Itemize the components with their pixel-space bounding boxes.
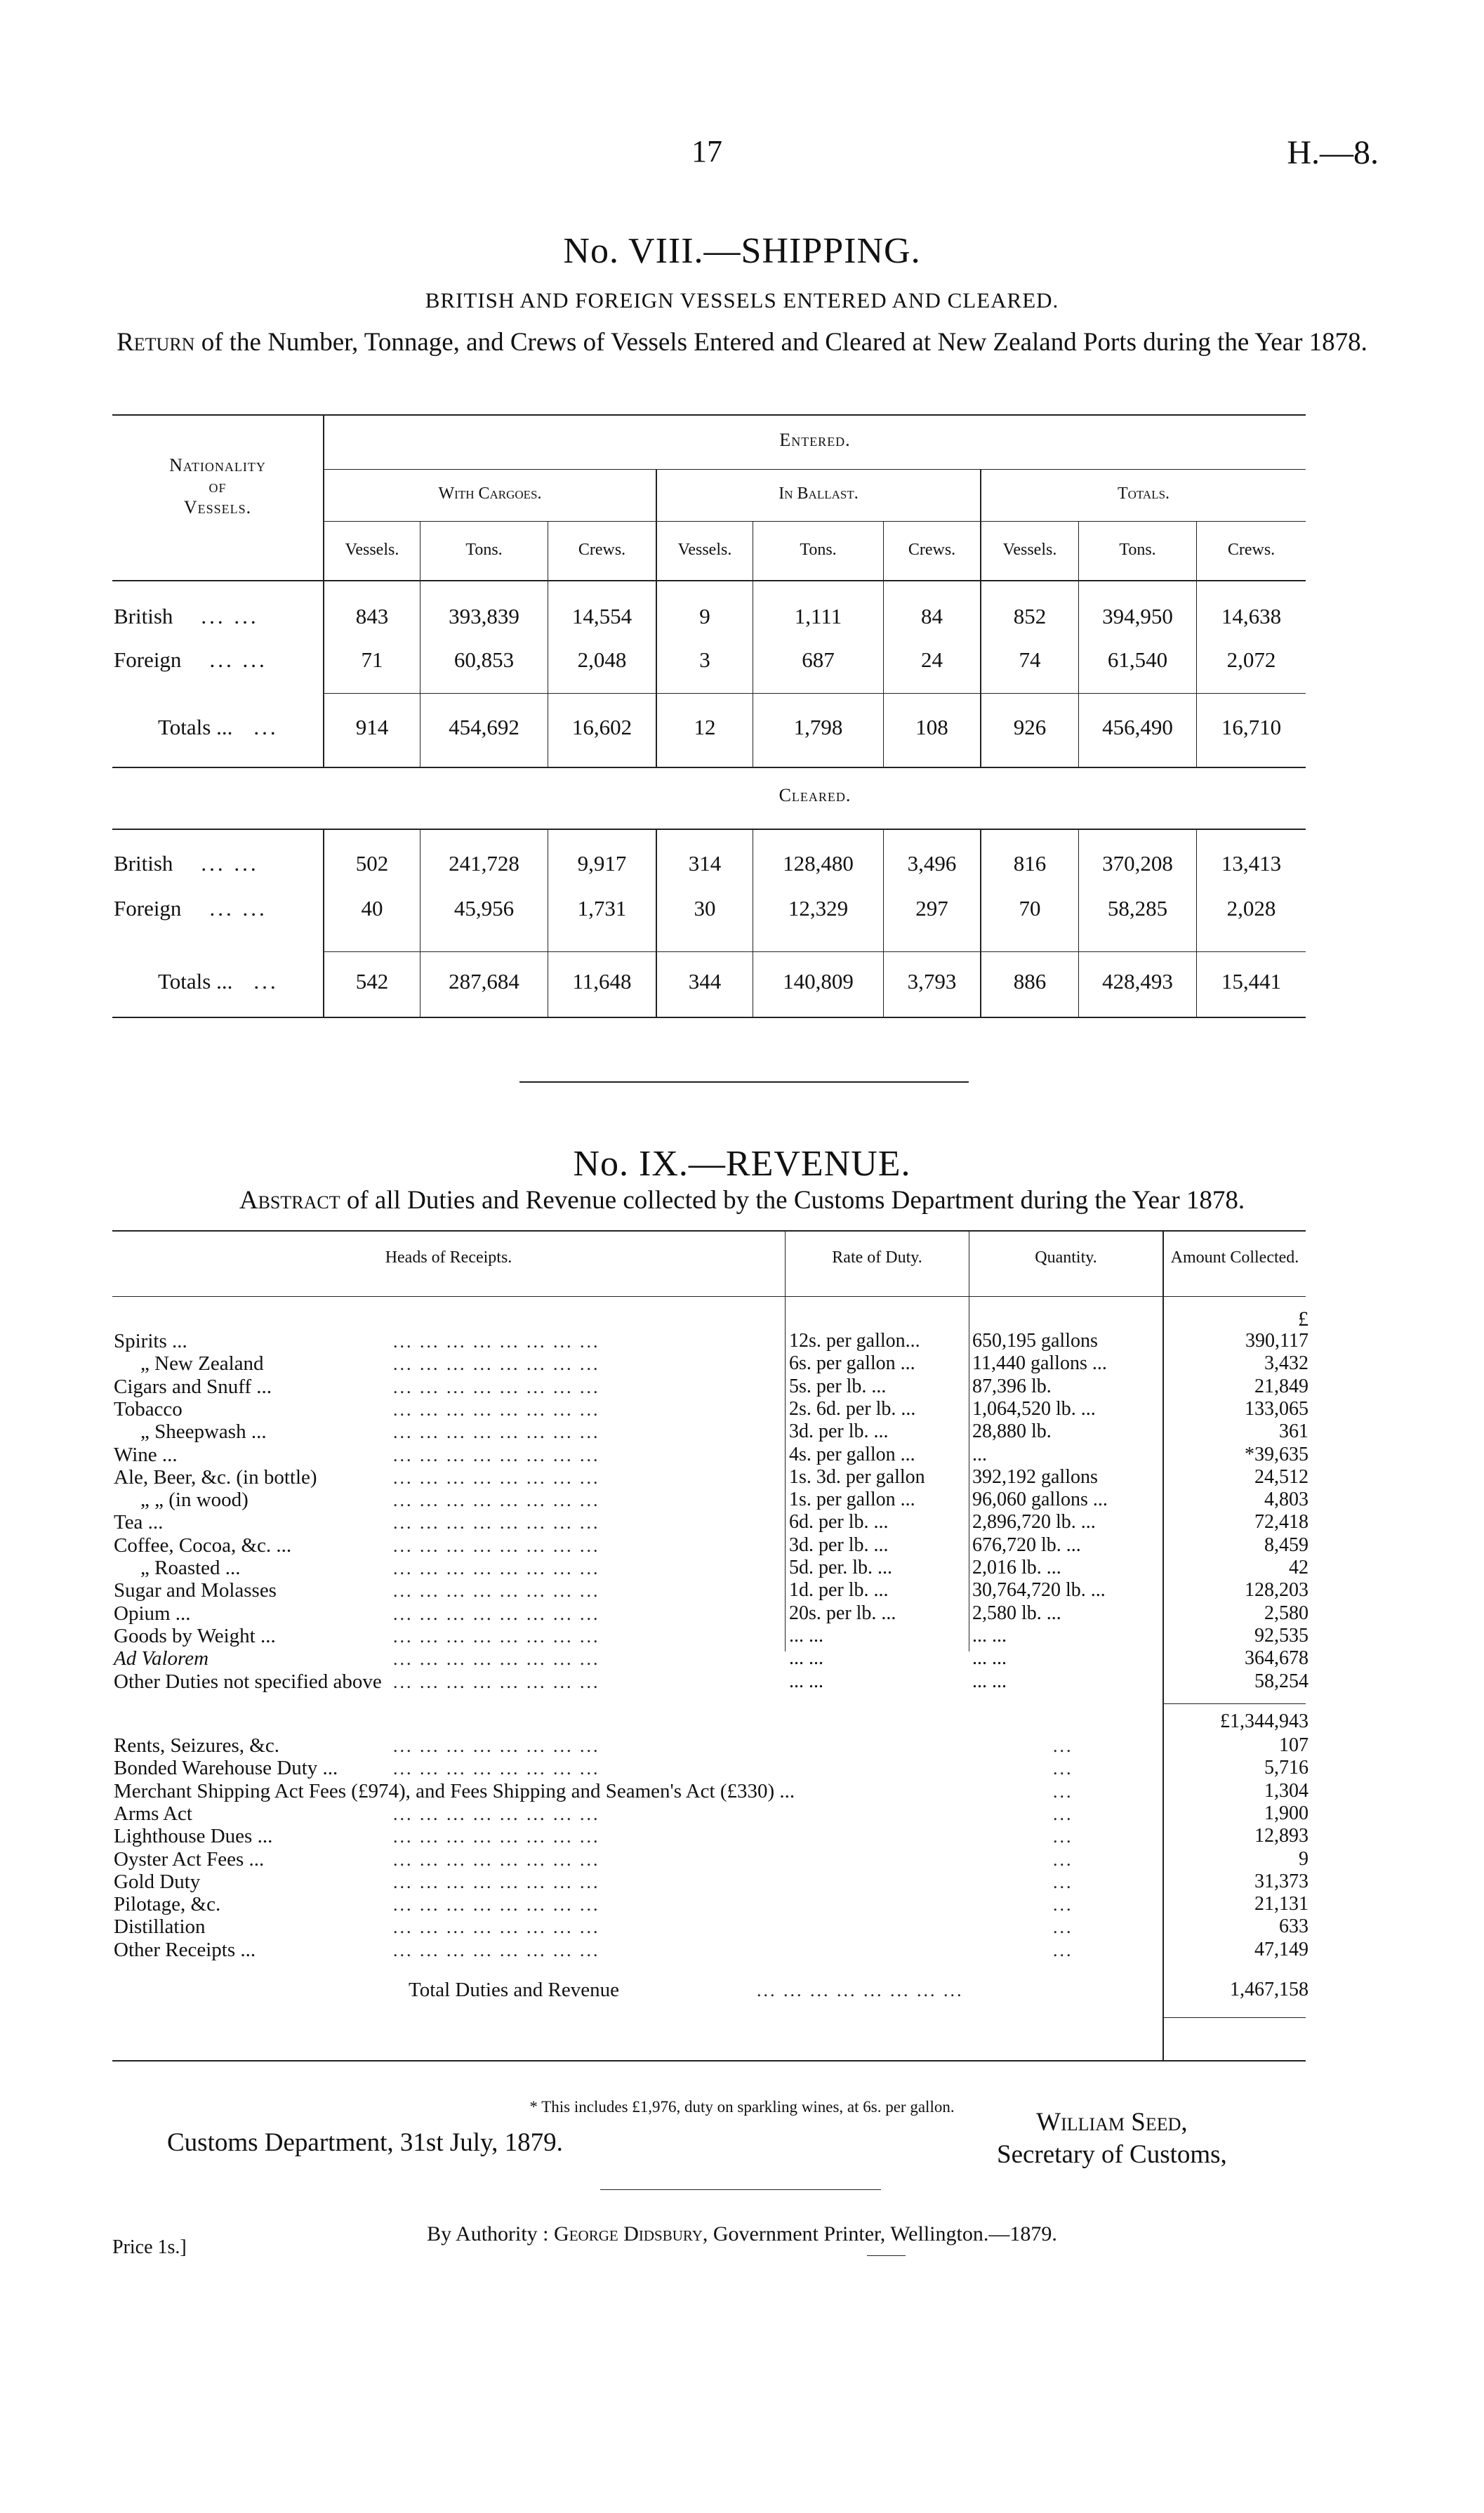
receipt-qty-dots: ... [1053,1826,1073,1847]
duty-quantity: ... ... [972,1647,1007,1669]
shipping-title: No. VIII.—SHIPPING. [563,231,921,271]
shipping-subtitle: BRITISH AND FOREIGN VESSELS ENTERED AND CLEARED. [425,288,1059,312]
duty-label: „ „ (in wood) [140,1489,249,1511]
col-tons-ballast: Tons. [800,541,837,559]
duty-leader-dots: ... ... ... ... ... ... ... ... [393,1672,600,1692]
section-divider [519,1081,969,1083]
nationality-header-line-2: of [208,476,227,496]
duty-quantity: 28,880 lb. [972,1420,1052,1442]
duty-rate: ... ... [789,1647,823,1669]
duty-quantity: 2,016 lb. ... [972,1557,1061,1578]
printer-name: George Didsbury, [554,2222,708,2245]
cleared-british-tons-cargo: 241,728 [449,851,519,876]
entered-british-vessels-ballast: 9 [699,604,710,628]
duty-rate: 6s. per gallon ... [789,1352,915,1374]
duty-quantity: 392,192 gallons [972,1466,1098,1488]
group-in-ballast: In Ballast. [779,484,859,503]
receipt-leader-dots: ... ... ... ... ... ... ... ... [393,1758,600,1779]
cleared-foreign-crews-ballast: 297 [915,896,948,921]
entered-british-crews-ballast: 84 [921,604,943,628]
duty-amount: 72,418 [1254,1511,1309,1533]
cleared-british-tons-totals: 370,208 [1102,851,1173,876]
cleared-foreign-tons-ballast: 12,329 [788,896,849,921]
cleared-foreign-vessels-ballast: 30 [694,896,716,921]
duty-quantity: 2,580 lb. ... [972,1602,1061,1624]
col-vessels-totals: Vessels. [1002,541,1057,559]
entered-foreign-crews-totals: 2,072 [1226,647,1276,672]
authority-suffix: Government Printer, Wellington.—1879. [713,2222,1057,2245]
cleared-totals-tons-cargo: 287,684 [449,969,519,994]
entered-british-crews-cargo: 14,554 [571,604,632,628]
entered-header: Entered. [779,430,851,450]
cleared-british-crews-ballast: 3,496 [907,851,957,876]
duty-amount: 2,580 [1264,1602,1309,1624]
receipt-leader-dots: ... ... ... ... ... ... ... ... [393,1826,600,1847]
receipt-label: Pilotage, &c. [114,1893,221,1915]
duty-leader-dots: ... ... ... ... ... ... ... ... [393,1536,600,1556]
duty-label: Sugar and Molasses [114,1579,277,1602]
cleared-totals-vessels-ballast: 344 [688,969,722,994]
duty-amount: 42 [1289,1557,1309,1578]
cleared-foreign-vessels-totals: 70 [1019,896,1041,921]
duty-amount: 3,432 [1264,1352,1309,1374]
nationality-header-line-1: Nationality [169,455,266,475]
entered-totals-crews-totals: 16,710 [1221,715,1282,739]
col-vessels-ballast: Vessels. [677,541,732,559]
receipt-label: Rents, Seizures, &c. [114,1734,279,1757]
signature-block [997,2106,1227,2171]
entered-totals-vessels-cargo: 914 [355,715,389,739]
cleared-foreign-crews-cargo: 1,731 [577,896,627,921]
cleared-totals-tons-totals: 428,493 [1102,969,1173,994]
cleared-british-vessels-cargo: 502 [355,851,389,876]
entered-british-tons-ballast: 1,111 [794,604,842,628]
duty-amount: 133,065 [1245,1398,1309,1420]
receipt-qty-dots: ... [1053,1894,1073,1915]
entered-foreign-vessels-totals: 74 [1019,647,1041,672]
col-crews-cargo: Crews. [578,541,626,559]
receipt-label: Merchant Shipping Act Fees (£974), and Fees Shipping and Seamen's Act (£330) ... [114,1780,795,1802]
duty-leader-dots: ... ... ... ... ... ... ... ... [393,1422,600,1442]
receipt-label: Lighthouse Dues ... [114,1825,273,1847]
receipt-amount: 12,893 [1254,1825,1309,1847]
header-rate-of-duty: Rate of Duty. [832,1248,922,1267]
receipt-leader-dots: ... ... ... ... ... ... ... ... [393,1804,600,1824]
cleared-british-vessels-ballast: 314 [688,851,722,876]
receipt-qty-dots: ... [1053,1736,1073,1756]
group-totals: Totals. [1117,484,1170,503]
receipt-qty-dots: ... [1053,1758,1073,1779]
col-tons-totals: Tons. [1119,541,1156,559]
col-crews-totals: Crews. [1227,541,1276,559]
receipt-qty-dots: ... [1053,1849,1073,1870]
cleared-totals-crews-totals: 15,441 [1221,969,1282,994]
authority-prefix: By Authority : [427,2222,549,2245]
duty-leader-dots: ... ... ... ... ... ... ... ... [393,1331,600,1352]
duty-quantity: 650,195 gallons [972,1330,1098,1352]
duty-quantity: 11,440 gallons ... [972,1352,1107,1374]
cleared-totals-crews-ballast: 3,793 [907,969,957,994]
nationality-header [112,455,323,518]
cleared-row-label-totals: Totals ... ... [158,969,279,994]
currency-symbol: £ [1298,1307,1309,1331]
receipt-amount: 1,304 [1264,1780,1309,1802]
footer-divider [600,2189,881,2190]
duty-rate: 1s. 3d. per gallon [789,1466,925,1488]
duty-leader-dots: ... ... ... ... ... ... ... ... [393,1490,600,1510]
duty-amount: 390,117 [1245,1330,1309,1352]
entered-british-tons-totals: 394,950 [1102,604,1173,628]
signer-title: Secretary of Customs, [997,2140,1227,2169]
entered-foreign-tons-totals: 61,540 [1107,647,1168,672]
group-with-cargoes: With Cargoes. [438,484,542,503]
duty-label: Ad Valorem [114,1647,209,1670]
header-quantity: Quantity. [1035,1248,1097,1267]
receipt-leader-dots: ... ... ... ... ... ... ... ... [393,1849,600,1870]
duty-label: Tobacco [114,1398,183,1420]
cleared-foreign-tons-cargo: 45,956 [453,896,515,921]
duty-rate: ... ... [789,1670,823,1692]
duty-leader-dots: ... ... ... ... ... ... ... ... [393,1512,600,1533]
entered-british-vessels-totals: 852 [1013,604,1047,628]
cleared-totals-vessels-totals: 886 [1013,969,1047,994]
entered-totals-crews-cargo: 16,602 [571,715,632,739]
entered-foreign-crews-ballast: 24 [921,647,943,672]
duty-rate: 12s. per gallon... [789,1330,920,1352]
total-label: Total Duties and Revenue [409,1979,619,2001]
cleared-totals-vessels-cargo: 542 [355,969,389,994]
header-heads-of-receipts: Heads of Receipts. [385,1248,512,1267]
shipping-return-description [112,327,1372,358]
revenue-abstract [112,1185,1372,1215]
entered-row-label-totals: Totals ... ... [158,715,279,739]
duty-quantity: ... ... [972,1625,1007,1647]
receipt-amount: 1,900 [1264,1802,1309,1824]
entered-foreign-tons-ballast: 687 [802,647,835,672]
entered-totals-tons-cargo: 454,692 [449,715,519,739]
entered-british-vessels-cargo: 843 [355,604,389,628]
cleared-british-vessels-totals: 816 [1013,851,1047,876]
duty-quantity: 96,060 gallons ... [972,1489,1108,1510]
nationality-header-line-3: Vessels. [183,497,252,517]
cleared-foreign-vessels-cargo: 40 [361,896,383,921]
cleared-row-label-british: British ... ... [114,851,259,876]
duty-quantity: ... [972,1444,987,1465]
duty-label: Spirits ... [114,1330,187,1352]
receipt-amount: 107 [1279,1734,1309,1756]
duty-label: „ Sheepwash ... [140,1420,267,1443]
duty-label: Wine ... [114,1444,178,1466]
total-amount: 1,467,158 [1230,1979,1309,2000]
entered-totals-tons-ballast: 1,798 [793,715,843,739]
receipt-amount: 31,373 [1254,1871,1309,1892]
receipt-qty-dots: ... [1053,1872,1073,1892]
entered-foreign-vessels-cargo: 71 [361,647,383,672]
price: Price 1s.] [112,2236,187,2258]
duty-amount: 92,535 [1254,1625,1309,1647]
receipt-amount: 9 [1299,1848,1309,1870]
duty-amount: 8,459 [1264,1534,1309,1556]
entered-foreign-vessels-ballast: 3 [699,647,710,672]
total-dots: ... ... ... ... ... ... ... ... [757,1980,964,2000]
duty-label: Goods by Weight ... [114,1625,276,1647]
duty-quantity: 2,896,720 lb. ... [972,1511,1096,1533]
entered-british-tons-cargo: 393,839 [449,604,519,628]
duty-leader-dots: ... ... ... ... ... ... ... ... [393,1377,600,1397]
duty-label: „ New Zealand [140,1352,264,1375]
duty-quantity: 1,064,520 lb. ... [972,1398,1096,1420]
receipt-label: Oyster Act Fees ... [114,1848,265,1871]
duty-leader-dots: ... ... ... ... ... ... ... ... [393,1626,600,1647]
cleared-totals-crews-cargo: 11,648 [572,969,632,994]
receipt-leader-dots: ... ... ... ... ... ... ... ... [393,1872,600,1892]
receipt-leader-dots: ... ... ... ... ... ... ... ... [393,1940,600,1960]
col-crews-ballast: Crews. [908,541,956,559]
entered-row-label-foreign: Foreign ... ... [114,647,267,672]
receipt-label: Bonded Warehouse Duty ... [114,1757,338,1779]
revenue-title: No. IX.—REVENUE. [573,1144,911,1184]
duty-amount: 21,849 [1254,1376,1309,1397]
duty-leader-dots: ... ... ... ... ... ... ... ... [393,1604,600,1624]
duty-rate: 2s. 6d. per lb. ... [789,1398,916,1420]
col-tons-cargo: Tons. [465,541,503,559]
duty-rate: 3d. per lb. ... [789,1534,889,1556]
entered-totals-tons-totals: 456,490 [1102,715,1173,739]
entered-british-crews-totals: 14,638 [1221,604,1282,628]
duty-rate: 5s. per lb. ... [789,1376,887,1397]
duty-rate: 5d. per. lb. ... [789,1557,892,1578]
duty-quantity: 30,764,720 lb. ... [972,1579,1106,1601]
duty-leader-dots: ... ... ... ... ... ... ... ... [393,1649,600,1669]
duty-label: Opium ... [114,1602,191,1625]
entered-row-label-british: British ... ... [114,604,259,628]
duty-rate: 3d. per lb. ... [789,1420,889,1442]
duty-amount: 361 [1279,1420,1309,1442]
subtotal-amount: £1,344,943 [1220,1710,1309,1732]
receipt-leader-dots: ... ... ... ... ... ... ... ... [393,1917,600,1937]
return-word: Return [117,328,195,357]
footnote: * This includes £1,976, duty on sparkling wines, at 6s. per gallon. [529,2098,955,2116]
cleared-foreign-tons-totals: 58,285 [1107,896,1168,921]
duty-rate: 20s. per lb. ... [789,1602,896,1624]
page-number: 17 [691,134,722,169]
duty-label: Ale, Beer, &c. (in bottle) [114,1466,317,1489]
duty-label: Cigars and Snuff ... [114,1376,272,1398]
duty-leader-dots: ... ... ... ... ... ... ... ... [393,1354,600,1374]
duty-rate: 6d. per lb. ... [789,1511,889,1533]
entered-totals-crews-ballast: 108 [915,715,948,739]
duty-label: „ Roasted ... [140,1557,241,1579]
receipt-amount: 633 [1279,1915,1309,1937]
duty-rate: 1s. per gallon ... [789,1489,915,1510]
duty-leader-dots: ... ... ... ... ... ... ... ... [393,1581,600,1601]
duty-rate: 1d. per lb. ... [789,1579,889,1601]
abstract-text: of all Duties and Revenue collected by the Customs Department during the Year 1878. [346,1186,1245,1215]
duty-amount: 4,803 [1264,1489,1309,1510]
entered-foreign-tons-cargo: 60,853 [453,647,515,672]
duty-rate: 4s. per gallon ... [789,1444,915,1465]
duty-amount: 364,678 [1245,1647,1309,1669]
receipt-label: Arms Act [114,1802,192,1825]
receipt-leader-dots: ... ... ... ... ... ... ... ... [393,1736,600,1756]
col-vessels-cargo: Vessels. [345,541,399,559]
receipt-amount: 21,131 [1254,1893,1309,1915]
duty-amount: *39,635 [1245,1444,1309,1465]
duty-quantity: 87,396 lb. [972,1376,1052,1397]
duty-leader-dots: ... ... ... ... ... ... ... ... [393,1467,600,1488]
duty-label: Tea ... [114,1511,164,1533]
cleared-row-label-foreign: Foreign ... ... [114,896,267,921]
cleared-header: Cleared. [779,785,852,805]
duty-leader-dots: ... ... ... ... ... ... ... ... [393,1445,600,1465]
document-reference: H.—8. [1287,134,1379,171]
duty-leader-dots: ... ... ... ... ... ... ... ... [393,1558,600,1578]
duty-leader-dots: ... ... ... ... ... ... ... ... [393,1399,600,1420]
duty-quantity: ... ... [972,1670,1007,1692]
cleared-totals-tons-ballast: 140,809 [783,969,854,994]
receipt-qty-dots: ... [1053,1804,1073,1824]
receipt-amount: 47,149 [1254,1939,1309,1960]
receipt-amount: 5,716 [1264,1757,1309,1779]
receipt-qty-dots: ... [1053,1917,1073,1937]
receipt-leader-dots: ... ... ... ... ... ... ... ... [393,1894,600,1915]
abstract-word: Abstract [239,1186,340,1215]
return-text: of the Number, Tonnage, and Crews of Vessels Entered and Cleared at New Zealand Ports during the Year 1878. [201,328,1367,357]
receipt-label: Gold Duty [114,1871,201,1893]
entered-foreign-crews-cargo: 2,048 [577,647,627,672]
receipt-label: Distillation [114,1915,206,1938]
customs-date-line: Customs Department, 31st July, 1879. [167,2128,563,2157]
duty-amount: 24,512 [1254,1466,1309,1488]
cleared-british-crews-cargo: 9,917 [577,851,627,876]
cleared-foreign-crews-totals: 2,028 [1226,896,1276,921]
cleared-british-tons-ballast: 128,480 [783,851,854,876]
duty-amount: 128,203 [1245,1579,1309,1601]
receipt-qty-dots: ... [1053,1781,1073,1802]
authority-line [0,2222,1484,2246]
cleared-british-crews-totals: 13,413 [1221,851,1282,876]
closing-rule [867,2255,906,2256]
duty-amount: 58,254 [1254,1670,1309,1692]
header-amount-collected: Amount Collected. [1170,1248,1299,1267]
duty-rate: ... ... [789,1625,823,1647]
receipt-label: Other Receipts ... [114,1939,256,1961]
signer-name: William Seed, [1036,2108,1188,2137]
duty-label: Other Duties not specified above [114,1670,382,1693]
entered-totals-vessels-ballast: 12 [694,715,716,739]
duty-label: Coffee, Cocoa, &c. ... [114,1534,292,1557]
duty-quantity: 676,720 lb. ... [972,1534,1081,1556]
receipt-qty-dots: ... [1053,1940,1073,1960]
entered-totals-vessels-totals: 926 [1013,715,1047,739]
